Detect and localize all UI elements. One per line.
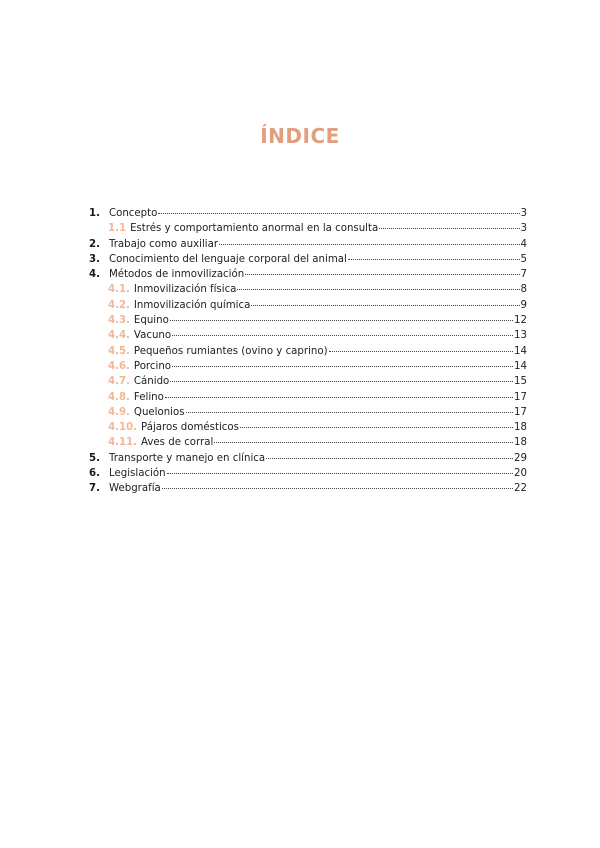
- toc-entry-page: 15: [514, 376, 527, 388]
- toc-entry-page: 17: [514, 391, 527, 403]
- dot-leader: [172, 334, 513, 336]
- toc-entry[interactable]: [89, 374, 527, 389]
- toc-entry-label: Pequeños rumiantes (ovino y caprino): [133, 345, 328, 357]
- toc-entry-label: Trabajo como auxiliar: [109, 238, 219, 250]
- toc-entry-page: 3: [520, 208, 527, 219]
- toc-entry-number: 4.1.: [108, 284, 130, 296]
- toc-entry-number: 7.: [89, 483, 100, 495]
- dot-leader: [329, 350, 513, 352]
- toc-entry-number: 4.8.: [108, 391, 130, 403]
- toc-entry-number: 4.10.: [108, 422, 138, 434]
- toc-entry-page: 22: [514, 483, 527, 495]
- dot-leader: [266, 457, 513, 459]
- toc-entry-page: 18: [514, 422, 527, 434]
- toc-entry-page: 14: [514, 360, 527, 372]
- toc-entry-page: 5: [520, 253, 527, 265]
- dot-leader: [379, 227, 519, 229]
- dot-leader: [165, 396, 513, 398]
- toc-entry[interactable]: [89, 405, 527, 420]
- dot-leader: [162, 487, 513, 489]
- toc-entry-page: 12: [514, 315, 527, 327]
- toc-entry[interactable]: [89, 298, 527, 313]
- toc-entry-label: Aves de corral: [141, 437, 214, 449]
- toc-entry-number: 4.3.: [108, 315, 130, 327]
- toc-entry-number: 1.: [89, 208, 100, 219]
- table-of-contents: [89, 206, 527, 497]
- dot-leader: [245, 273, 519, 275]
- toc-entry-label: Cánido: [133, 376, 170, 388]
- toc-entry-page: 18: [514, 437, 527, 449]
- toc-entry-page: 20: [514, 468, 527, 480]
- toc-entry[interactable]: [89, 435, 527, 450]
- toc-entry-page: 13: [514, 330, 527, 342]
- toc-entry-page: 14: [514, 345, 527, 357]
- toc-entry-page: 7: [520, 269, 527, 281]
- toc-entry-label: Estrés y comportamiento anormal en la consulta: [130, 223, 379, 235]
- dot-leader: [251, 304, 519, 306]
- toc-entry-number: 4.2.: [108, 299, 130, 311]
- toc-entry[interactable]: [89, 237, 527, 252]
- page-title: ÍNDICE: [260, 124, 340, 148]
- toc-entry[interactable]: [89, 451, 527, 466]
- toc-entry-number: 1.1: [108, 223, 127, 235]
- toc-entry[interactable]: [89, 206, 527, 221]
- toc-entry-label: Quelonios: [133, 406, 185, 418]
- toc-entry[interactable]: [89, 359, 527, 374]
- toc-entry-page: 9: [520, 299, 527, 311]
- toc-entry-label: Transporte y manejo en clínica: [109, 452, 266, 464]
- dot-leader: [219, 243, 519, 245]
- dot-leader: [240, 426, 513, 428]
- toc-entry-number: 3.: [89, 253, 100, 265]
- dot-leader: [167, 472, 513, 474]
- dot-leader: [172, 365, 513, 367]
- toc-entry-number: 4.5.: [108, 345, 130, 357]
- dot-leader: [170, 380, 513, 382]
- toc-entry[interactable]: [89, 221, 527, 236]
- toc-entry[interactable]: [89, 313, 527, 328]
- toc-entry[interactable]: [89, 481, 527, 496]
- toc-entry-label: Concepto: [109, 208, 158, 219]
- toc-entry[interactable]: [89, 328, 527, 343]
- toc-entry-label: Métodos de inmovilización: [109, 269, 245, 281]
- toc-entry[interactable]: [89, 252, 527, 267]
- toc-entry-page: 29: [514, 452, 527, 464]
- toc-entry[interactable]: [89, 420, 527, 435]
- dot-leader: [158, 212, 519, 214]
- toc-entry-page: 17: [514, 406, 527, 418]
- dot-leader: [237, 288, 519, 290]
- toc-entry-label: Pájaros domésticos: [141, 422, 239, 434]
- toc-entry-label: Porcino: [133, 360, 172, 372]
- toc-entry[interactable]: [89, 267, 527, 282]
- toc-entry-number: 4.7.: [108, 376, 130, 388]
- toc-entry-number: 4.: [89, 269, 100, 281]
- toc-entry-number: 2.: [89, 238, 100, 250]
- toc-entry-number: 4.11.: [108, 437, 138, 449]
- dot-leader: [214, 441, 513, 443]
- toc-entry-label: Legislación: [109, 468, 166, 480]
- dot-leader: [348, 258, 520, 260]
- dot-leader: [186, 411, 513, 413]
- toc-entry-label: Inmovilización química: [133, 299, 251, 311]
- toc-entry-page: 4: [520, 238, 527, 250]
- toc-entry[interactable]: [89, 390, 527, 405]
- toc-entry-page: 8: [520, 284, 527, 296]
- toc-entry-label: Felino: [133, 391, 164, 403]
- toc-entry-label: Vacuno: [133, 330, 172, 342]
- toc-entry-number: 4.9.: [108, 406, 130, 418]
- toc-entry-label: Inmovilización física: [133, 284, 237, 296]
- toc-entry-number: 6.: [89, 468, 100, 480]
- toc-entry-number: 5.: [89, 452, 100, 464]
- toc-entry[interactable]: [89, 344, 527, 359]
- toc-entry-number: 4.4.: [108, 330, 130, 342]
- toc-entry[interactable]: [89, 282, 527, 297]
- toc-entry-label: Conocimiento del lenguaje corporal del animal: [109, 253, 347, 265]
- toc-entry-label: Equino: [133, 315, 169, 327]
- toc-entry-page: 3: [520, 223, 527, 235]
- toc-entry[interactable]: [89, 466, 527, 481]
- dot-leader: [170, 319, 513, 321]
- toc-entry-label: Webgrafía: [109, 483, 161, 495]
- toc-entry-number: 4.6.: [108, 360, 130, 372]
